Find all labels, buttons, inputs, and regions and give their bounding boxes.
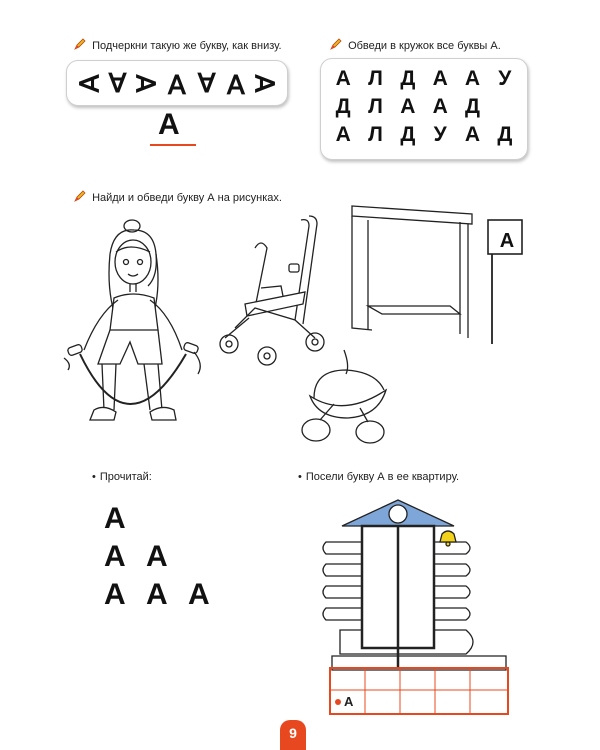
pencil-icon	[74, 190, 86, 202]
task1-letter-box	[66, 60, 288, 106]
grid-letter[interactable]: Д	[400, 123, 416, 146]
grid-letter[interactable]: А	[335, 67, 351, 90]
bus-stop-sign-letter: А	[499, 230, 515, 252]
grid-letter[interactable]: Л	[368, 123, 383, 146]
grid-letter[interactable]: А	[400, 95, 416, 118]
grid-letter[interactable]: Л	[368, 95, 383, 118]
grid-letter[interactable]: Д	[465, 95, 480, 118]
red-dot-icon	[335, 699, 341, 705]
sample-letter: А	[158, 108, 180, 141]
rotated-letter[interactable]: ∀	[250, 74, 281, 92]
grid-letter[interactable]: У	[433, 123, 447, 146]
task1-text: Подчеркни такую же букву, как внизу.	[92, 40, 282, 52]
grid-letter[interactable]: А	[464, 123, 481, 146]
task2-letter-box	[320, 58, 528, 160]
grid-letter[interactable]: Д	[497, 123, 513, 146]
stroller-drawing[interactable]	[205, 208, 335, 368]
grid-letter[interactable]: У	[498, 67, 512, 90]
reading-block	[104, 500, 210, 614]
grid-letter[interactable]: Д	[335, 95, 351, 118]
girl-jump-rope-drawing[interactable]	[58, 214, 218, 444]
reading-line: А А	[104, 540, 168, 573]
task5-text: Посели букву А в ее квартиру.	[305, 471, 460, 483]
grid-letter[interactable]: А	[335, 123, 351, 146]
grid-letter[interactable]: А	[464, 67, 481, 90]
rotated-letter[interactable]: ∀	[227, 68, 246, 99]
task2-text: Обведи в кружок все буквы А.	[348, 40, 501, 52]
task3-instruction	[74, 190, 282, 205]
task4-instruction	[92, 470, 152, 484]
rotated-letter[interactable]: ∀	[131, 74, 162, 92]
grid-letter[interactable]: А	[432, 67, 448, 90]
grid-letter[interactable]: Л	[368, 67, 383, 90]
grid-letter[interactable]	[489, 95, 521, 119]
letter-house-drawing[interactable]	[320, 494, 520, 724]
task2-instruction	[330, 38, 501, 53]
reading-line: А А А	[104, 578, 210, 611]
rotated-letter[interactable]: ∀	[73, 74, 104, 92]
task3-text: Найди и обведи букву А на рисунках.	[92, 192, 282, 204]
grid-letter[interactable]: А	[432, 95, 448, 118]
cradle-drawing[interactable]	[290, 346, 400, 446]
reading-line: А	[104, 502, 126, 535]
grid-letter[interactable]: Д	[400, 67, 416, 90]
pencil-icon	[330, 38, 342, 50]
page-number: 9	[280, 720, 306, 750]
bullet-icon: •	[92, 471, 96, 483]
pencil-icon	[74, 38, 86, 50]
rotated-letter[interactable]: ∀	[197, 67, 216, 98]
bullet-icon: •	[298, 471, 302, 483]
rotated-letter[interactable]: ∀	[108, 67, 127, 98]
task1-instruction	[74, 38, 282, 53]
task5-instruction	[298, 470, 459, 484]
bus-stop-drawing[interactable]	[342, 200, 532, 350]
apartment-label: А	[344, 694, 354, 709]
rotated-letter[interactable]: ∀	[168, 68, 186, 99]
underline-mark	[150, 144, 196, 146]
task4-text: Прочитай:	[99, 471, 152, 483]
